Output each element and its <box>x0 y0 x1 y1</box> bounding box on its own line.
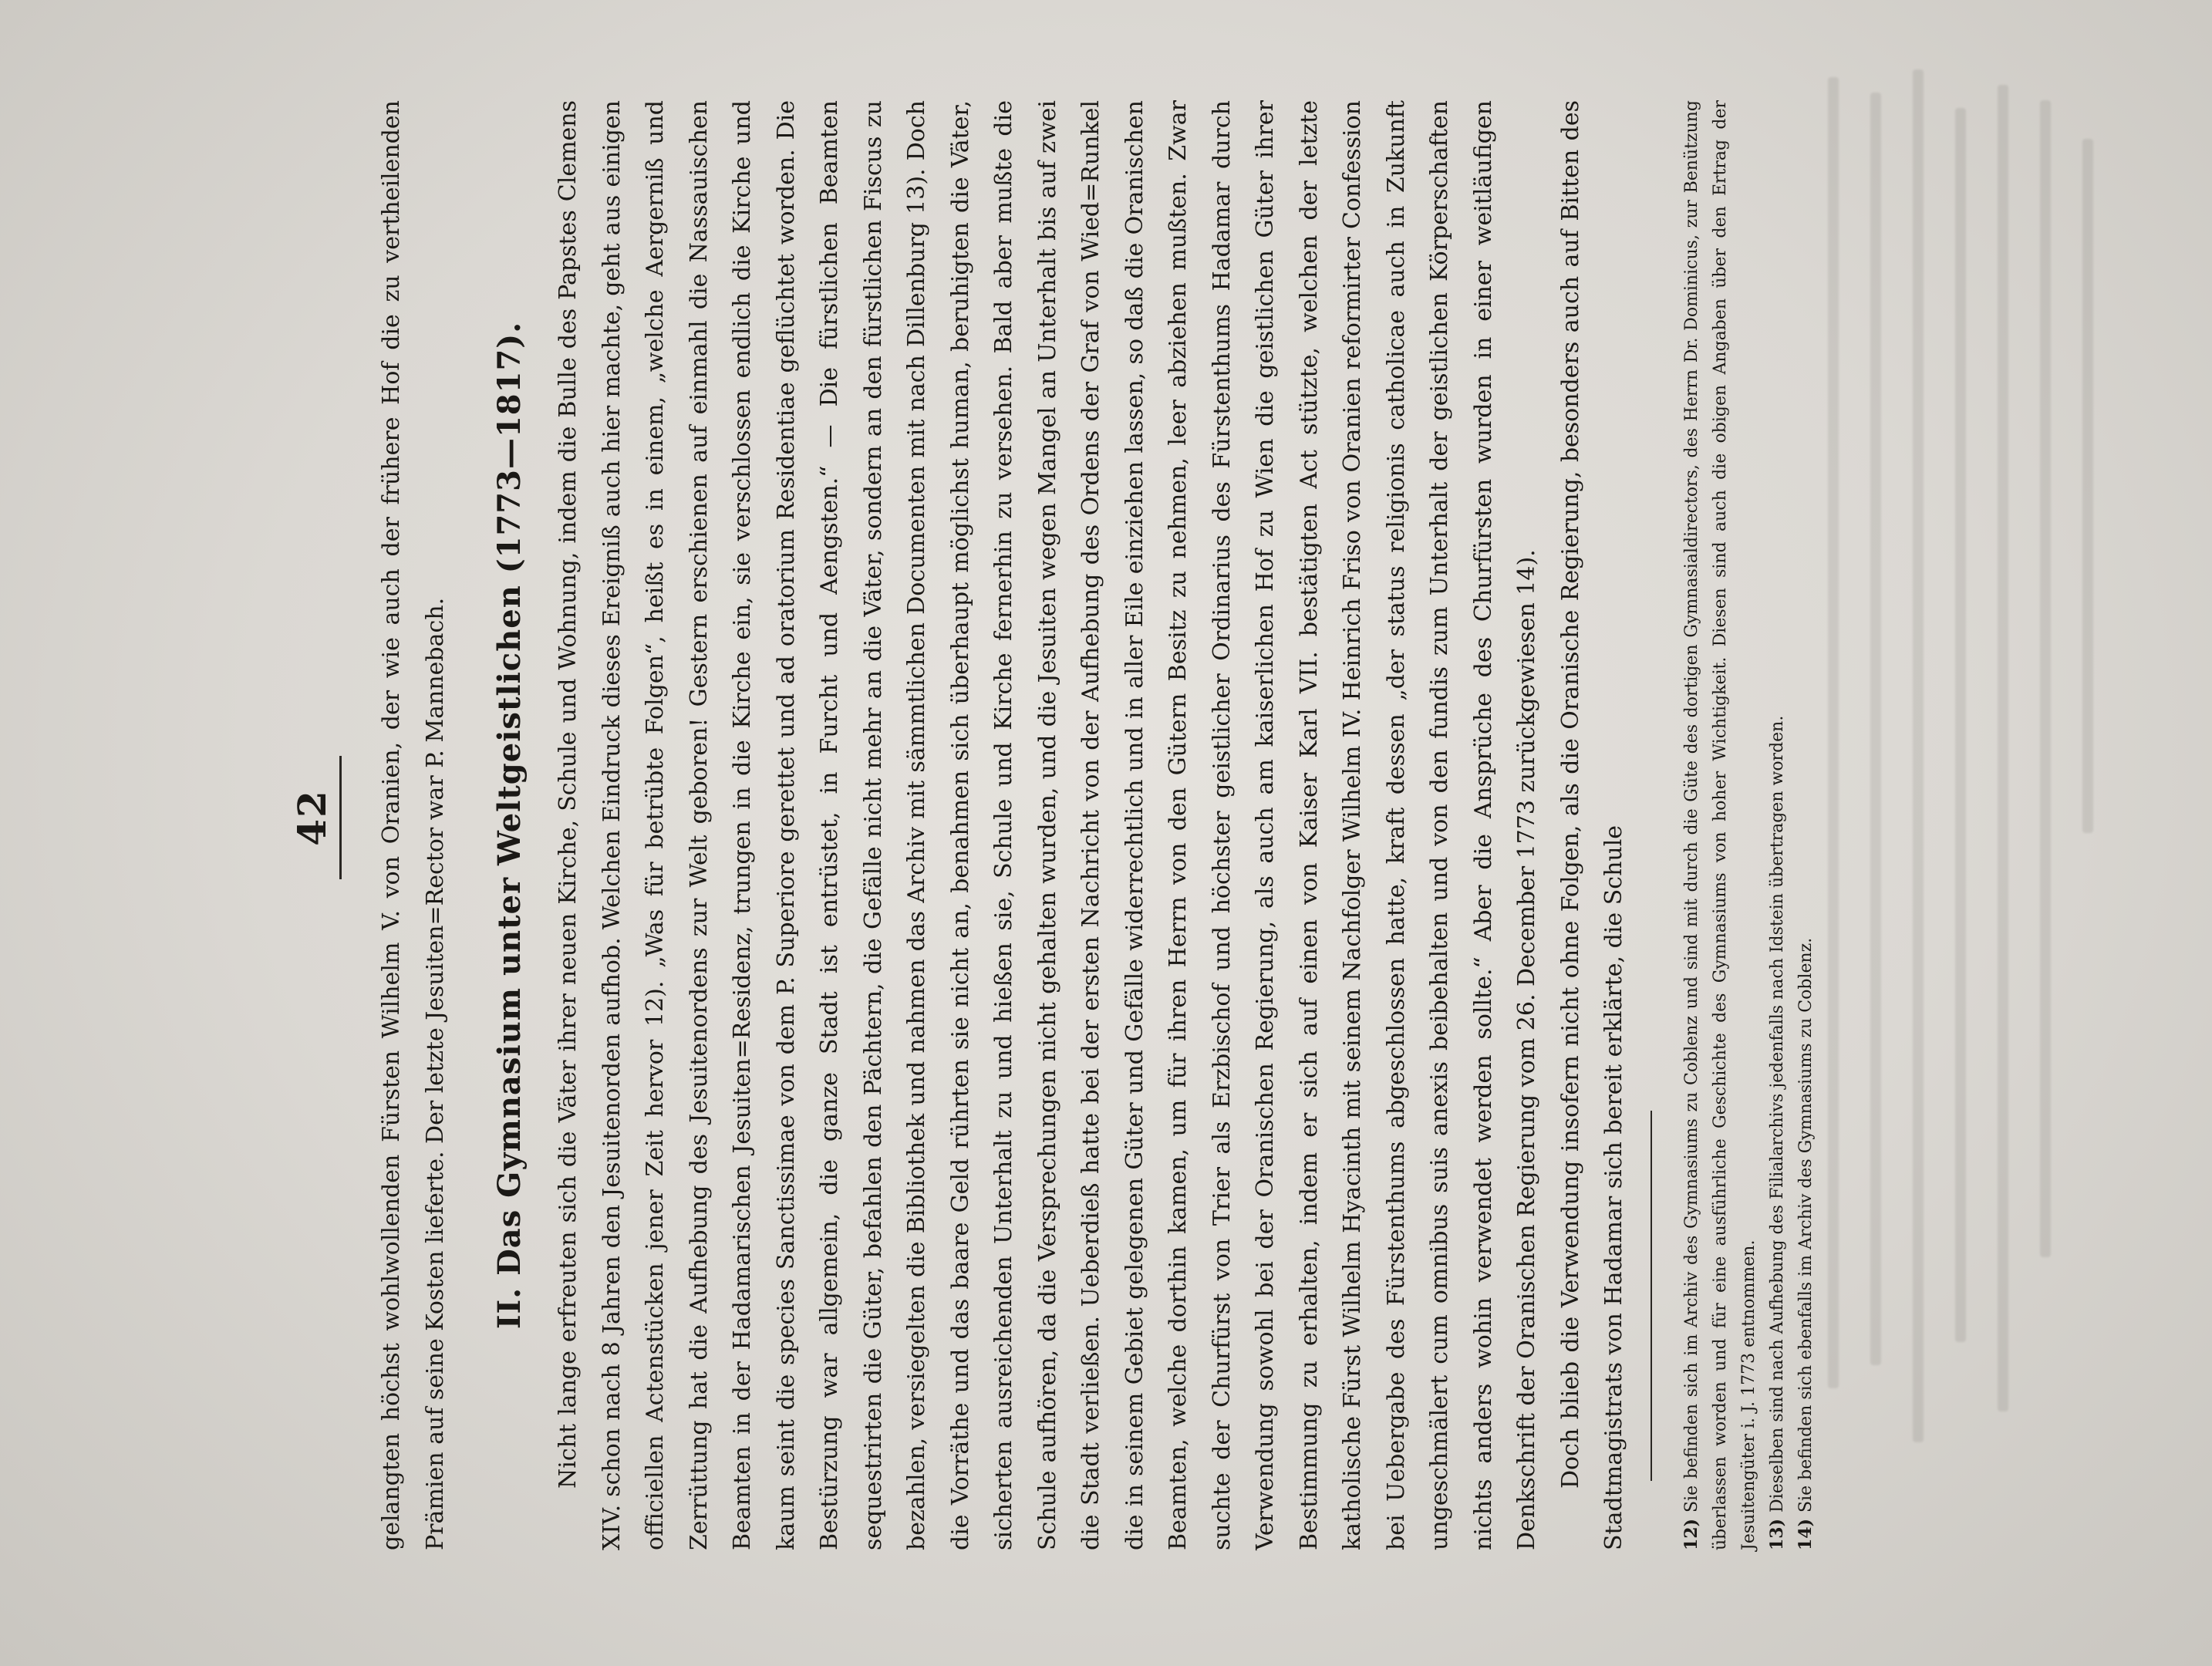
footnote-number: 14) <box>1796 1518 1816 1550</box>
page-number: 42 <box>289 789 335 846</box>
footnote-13 <box>1763 100 1792 1550</box>
paragraph-3: Doch blieb die Verwendung insofern nicht ohne Folgen, als die Oranische Regierung, besonders auch auf Bitten des Stadtmagistrats von Hadamar sich bereit erklärte, die Schule <box>1556 100 1627 1550</box>
paragraph-2: Nicht lange erfreuten sich die Väter ihrer neuen Kirche, Schule und Wohnung, indem die Bulle des Papstes Clemens XIV. schon nach 8 Jahren den Jesuitenorden aufhob. Welchen Eindruck dieses Ereigniß auch hier machte, geht aus einigen officiellen Actenstücken jener Zeit hervor 12). „Was für betrübte Folgen“, heißt es in einem, „welche Aergerniß und Zerrüttung hat die Aufhebung des Jesuitenordens zur Welt geboren! Gestern erschienen auf einmahl die Nassauischen Beamten in der Hadamarischen Jesuiten=Residenz, trungen in die Kirche ein, sie verschlossen endlich die Kirche und kaum seint die species Sanctissimae von dem P. Superiore gerettet und ad oratorium Residentiae geflüchtet worden. Die Bestürzung war allgemein, die ganze Stadt ist entrüstet, in Furcht und Aengsten.“ — Die fürstlichen Beamten sequestrirten die Güter, befahlen den Pächtern, die Gefälle nicht mehr an die Väter, sondern an den fürstlichen Fiscus zu bezahlen, versiegelten die Bibliothek und nahmen das Archiv mit sämmtlichen Documenten mit nach Dillenburg 13). Doch die Vorräthe und das baare Geld rührten sie nicht an, benahmen sich überhaupt möglichst human, beruhigten die Väter, sicherten ausreichenden Unterhalt zu und hießen sie, Schule und Kirche fernerhin zu versehen. Bald aber mußte die Schule aufhören, da die Versprechungen nicht gehalten wurden, und die Jesuiten wegen Mangel an Unterhalt bis auf zwei die Stadt verließen. Ueberdieß hatte bei der ersten Nachricht von der Aufhebung des Ordens der Graf von Wied=Runkel die in seinem Gebiet gelegenen Güter und Gefälle widerrechtlich und in aller Eile einziehen lassen, so daß die Oranischen Beamten, welche dorthin kamen, um für ihren Herrn von den Gütern Besitz zu nehmen, leer abziehen mußten. Zwar suchte der Churfürst von Trier als Erzbischof und höchster geistlicher Ordinarius des Fürstenthums Hadamar durch Verwendung sowohl bei der Oranischen Regierung, als auch am kaiserlichen Hof zu Wien die geistlichen Güter ihrer Bestimmung zu erhalten, indem er sich auf einen von Kaiser Karl VII. bestätigten Act stützte, welchen der letzte katholische Fürst Wilhelm Hyacinth mit seinem Nachfolger Wilhelm IV. Heinrich Friso von Oranien reformirter Confession bei Uebergabe des Fürstenthums abgeschlossen hatte, kraft dessen „der status religionis catholicae auch in Zukunft ungeschmälert cum omnibus suis anexis beibehalten und von den fundis zum Unterhalt der geistlichen Körperschaften nichts anders wohin verwendet werden sollte.“ Aber die Ansprüche des Churfürsten wurden in einer weitläufigen Denkschrift der Oranischen Regierung vom 26. December 1773 zurückgewiesen 14). <box>555 100 1540 1550</box>
paragraph-1: gelangten höchst wohlwollenden Fürsten Wilhelm V. von Oranien, der wie auch der frühere Hof die zu vertheilenden Prämien auf seine Kosten lieferte. Der letzte Jesuiten=Rector war P. Mannebach. <box>378 100 449 1550</box>
footnote-number: 13) <box>1767 1518 1787 1550</box>
footnote-rule <box>1651 1111 1652 1481</box>
page-number-rule <box>339 756 342 879</box>
section-heading: II. Das Gymnasium unter Weltgeistlichen (1773—1817). <box>491 321 528 1330</box>
footnote-text: Sie befinden sich im Archiv des Gymnasiums zu Coblenz und sind mit durch die Güte des dortigen Gymnasialdirectors, des Herrn Dr. Dominicus, zur Benützung überlassen worden und für eine ausführliche Geschichte des Gymnasiums von hoher Wichtigkeit. Diesen sind auch die obigen Angaben über den Ertrag der Jesuitengüter i. J. 1773 entnommen. <box>1682 100 1758 1550</box>
footnote-text: Dieselben sind nach Aufhebung des Filialarchivs jedenfalls nach Idstein übertragen worden. <box>1768 715 1787 1513</box>
footnote-12 <box>1678 100 1763 1550</box>
footnote-number: 12) <box>1681 1518 1701 1550</box>
footnote-text: Sie befinden sich ebenfalls im Archiv des Gymnasiums zu Coblenz. <box>1796 937 1816 1513</box>
rotated-document-page <box>189 62 1994 1573</box>
body-text <box>370 100 1637 1550</box>
footnote-14 <box>1792 100 1820 1550</box>
footnotes <box>1678 100 1820 1550</box>
